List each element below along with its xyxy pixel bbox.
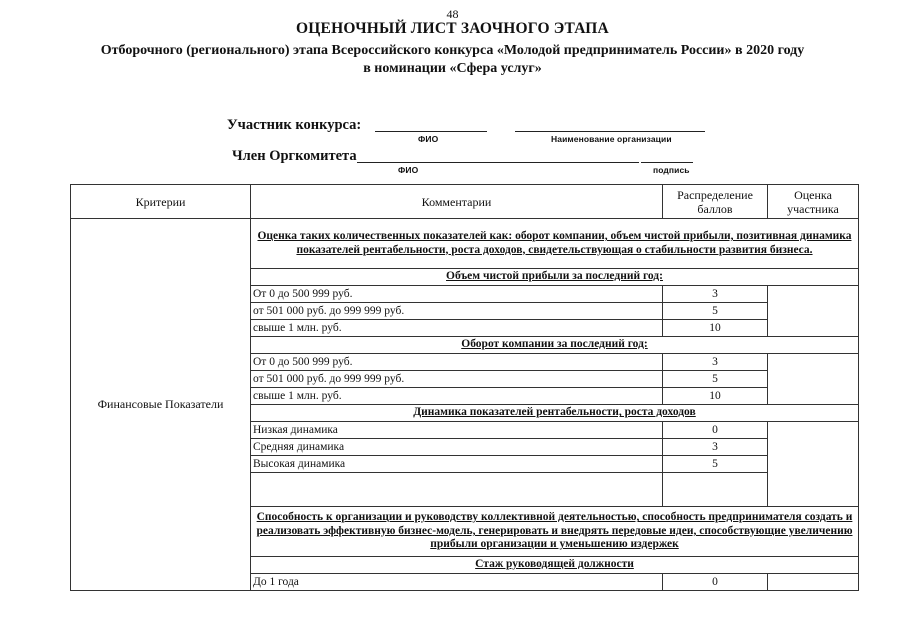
intro-text: Оценка таких количественных показателей как: оборот компании, объем чистой прибыли, позитивная динамика показателей рентабельности, роста доходов, свидетельствующая о стабильности развития бизнеса. — [251, 219, 859, 269]
turnover-option-points: 10 — [663, 388, 768, 405]
turnover-option-label: свыше 1 млн. руб. — [251, 388, 663, 405]
criterion-financial: Финансовые Показатели — [71, 219, 251, 591]
member-label: Член Оргкомитета — [232, 148, 357, 164]
empty-cell — [251, 473, 663, 507]
profit-option-points: 3 — [663, 286, 768, 303]
experience-option-points: 0 — [663, 574, 768, 591]
turnover-option-points: 3 — [663, 354, 768, 371]
dynamics-option-label: Высокая динамика — [251, 456, 663, 473]
document-title: ОЦЕНОЧНЫЙ ЛИСТ ЗАОЧНОГО ЭТАПА — [296, 20, 609, 37]
profit-option-label: свыше 1 млн. руб. — [251, 320, 663, 337]
header-comments: Комментарии — [251, 185, 663, 219]
dynamics-option-label: Низкая динамика — [251, 422, 663, 439]
dynamics-score-cell[interactable] — [768, 422, 859, 507]
evaluation-table — [70, 184, 859, 591]
header-participant-score: Оценка участника — [768, 185, 859, 219]
profit-option-label: От 0 до 500 999 руб. — [251, 286, 663, 303]
member-signature-caption: подпись — [653, 165, 690, 175]
document-subtitle-line1: Отборочного (регионального) этапа Всероссийского конкурса «Молодой предприниматель России» в 2020 году — [100, 43, 805, 58]
profit-option-label: от 501 000 руб. до 999 999 руб. — [251, 303, 663, 320]
document-subtitle-line2: в номинации «Сфера услуг» — [363, 61, 542, 76]
profit-score-cell[interactable] — [768, 286, 859, 337]
participant-org-line[interactable] — [515, 131, 705, 132]
page-number: 48 — [446, 7, 459, 21]
table-header-row — [71, 185, 859, 219]
header-criteria: Критерии — [71, 185, 251, 219]
participant-fio-caption: ФИО — [418, 134, 439, 144]
dynamics-option-points: 0 — [663, 422, 768, 439]
member-fio-caption: ФИО — [398, 165, 419, 175]
dynamics-option-points: 3 — [663, 439, 768, 456]
experience-heading: Стаж руководящей должности — [251, 557, 859, 574]
experience-score-cell[interactable] — [768, 574, 859, 591]
dynamics-option-label: Средняя динамика — [251, 439, 663, 456]
intro-row — [71, 219, 859, 269]
profit-option-points: 10 — [663, 320, 768, 337]
turnover-heading: Оборот компании за последний год: — [251, 337, 859, 354]
profit-heading: Объем чистой прибыли за последний год: — [251, 269, 859, 286]
turnover-score-cell[interactable] — [768, 354, 859, 405]
member-fio-line[interactable] — [357, 162, 639, 163]
dynamics-heading: Динамика показателей рентабельности, роста доходов — [251, 405, 859, 422]
participant-fio-line[interactable] — [375, 131, 487, 132]
experience-option-label: До 1 года — [251, 574, 663, 591]
participant-label: Участник конкурса: — [227, 117, 362, 133]
dynamics-option-points: 5 — [663, 456, 768, 473]
turnover-option-points: 5 — [663, 371, 768, 388]
empty-cell — [663, 473, 768, 507]
turnover-option-label: От 0 до 500 999 руб. — [251, 354, 663, 371]
turnover-option-label: от 501 000 руб. до 999 999 руб. — [251, 371, 663, 388]
member-signature-line[interactable] — [641, 162, 693, 163]
participant-org-caption: Наименование организации — [551, 134, 672, 144]
header-points-distribution: Распределение баллов — [663, 185, 768, 219]
profit-option-points: 5 — [663, 303, 768, 320]
leadership-text: Способность к организации и руководству коллективной деятельностью, способность предпринимателя создать и реализовать эффективную бизнес-модель, генерировать и внедрять передовые идеи, способствующие увеличению прибыли организации и уменьшению издержек — [251, 507, 859, 557]
